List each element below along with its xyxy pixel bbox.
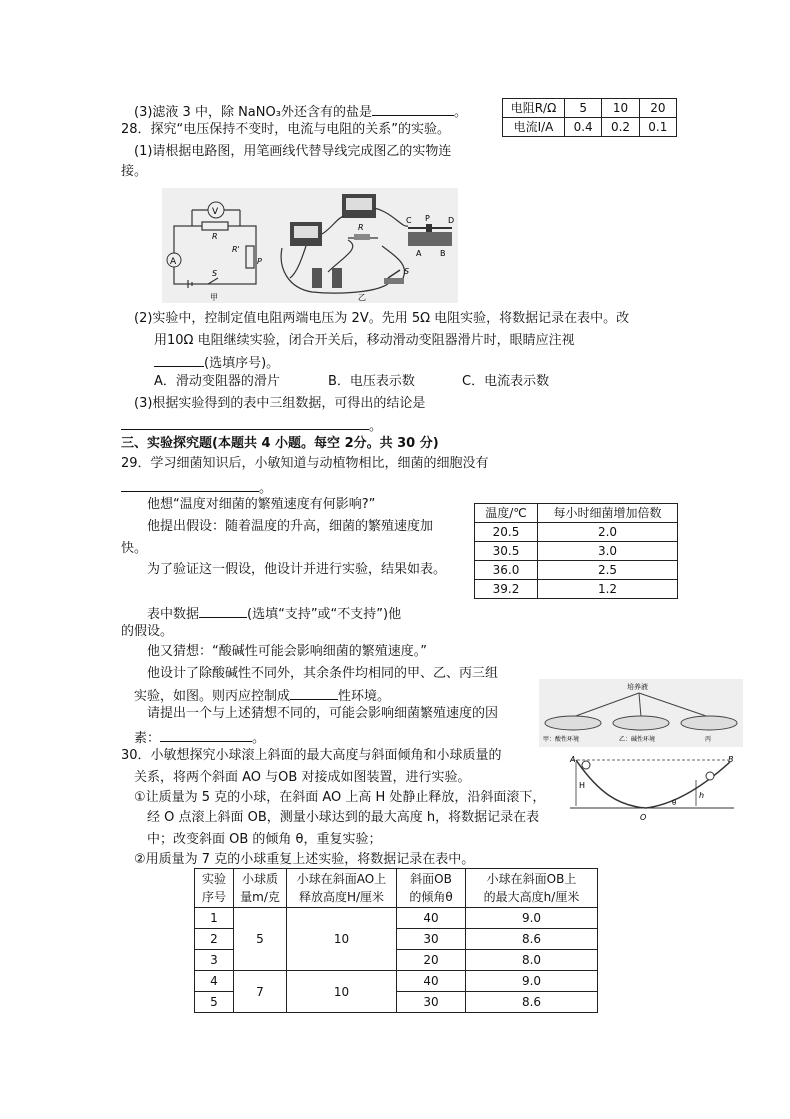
q28-option-c: C．电流表示数 [462, 374, 550, 389]
table-cell: 3 [195, 950, 234, 971]
table-cell: 0.2 [602, 118, 639, 137]
q29-line2 [121, 477, 272, 498]
q29-line10: 他设计了除酸碱性不同外，其余条件均相同的甲、乙、丙三组 [147, 666, 499, 681]
label-b: B [440, 249, 446, 258]
table-cell: 10 [602, 99, 639, 118]
table-cell: 电流I/A [503, 118, 565, 137]
temperature-table [474, 503, 678, 599]
slope-figure [568, 752, 736, 822]
q27-part3 [134, 101, 467, 122]
table-row [503, 118, 677, 137]
table-cell: 电阻R/Ω [503, 99, 565, 118]
rheostat-icon [408, 224, 452, 246]
q28-part3-answer [121, 415, 382, 436]
dish-b-icon [613, 716, 669, 730]
table-header [466, 869, 598, 908]
q30-line2: 关系，将两个斜面 AO 与OB 对接成如图装置，进行实验。 [134, 770, 471, 785]
q29-answer-blank-1[interactable] [121, 477, 259, 492]
table-cell: 40 [397, 908, 466, 929]
switch-icon [384, 270, 404, 284]
table-row [475, 504, 678, 523]
label-v: V [212, 207, 219, 217]
table-cell: 20.5 [475, 523, 538, 542]
table-cell: 5 [565, 99, 602, 118]
label-h-lower: h [699, 791, 705, 800]
battery-icon [312, 268, 342, 288]
q28-part2-line1: (2)实验中，控制定值电阻两端电压为 2V。先用 5Ω 电阻实验，将数据记录在表中。改 [134, 311, 630, 326]
table-header: 温度/℃ [475, 504, 538, 523]
q28-part3-end: 。 [369, 419, 383, 434]
section-3-heading: 三、实验探究题(本题共 4 小题。每空 2分。共 30 分) [121, 436, 439, 451]
table-cell: 39.2 [475, 580, 538, 599]
q29-support-blank[interactable] [199, 603, 247, 618]
q28-part3: (3)根据实验得到的表中三组数据，可得出的结论是 [134, 396, 426, 411]
header-line: 量m/克 [240, 890, 280, 904]
table-cell: 9.0 [466, 908, 598, 929]
q29-line13-b: 。 [252, 731, 266, 746]
q29-line7-a: 表中数据 [147, 607, 200, 622]
q29-line11-b: 性环境。 [338, 689, 391, 704]
table-cell: 8.6 [466, 992, 598, 1013]
ball-icon [706, 772, 714, 780]
label-p2: P [425, 214, 430, 223]
table-header [234, 869, 287, 908]
table-cell: 20 [639, 99, 676, 118]
table-row [475, 542, 678, 561]
label-r: R [212, 232, 218, 241]
table-cell: 0.4 [565, 118, 602, 137]
q28-part2-line3 [154, 352, 279, 373]
table-cell: 7 [234, 971, 287, 1013]
q28-part1-line2: 接。 [121, 164, 148, 179]
q28-part2-hint: (选填序号)。 [204, 356, 280, 371]
q30-line6: ②用质量为 7 克的小球重复上述实验，将数据记录在表中。 [134, 852, 475, 867]
header-line: 实验 [201, 872, 226, 886]
header-line: 小球在斜面AO上 [296, 872, 387, 886]
label-h-upper: H [579, 781, 586, 790]
meter-left-icon [290, 222, 322, 246]
meter-right-icon [342, 194, 376, 218]
table-header [287, 869, 397, 908]
table-cell: 1 [195, 908, 234, 929]
q30-line5: 中；改变斜面 OB 的倾角 θ，重复实验； [147, 832, 382, 847]
table-cell: 36.0 [475, 561, 538, 580]
q28-answer-blank[interactable] [154, 352, 204, 367]
table-row [475, 523, 678, 542]
label-dish-c: 丙 [705, 736, 712, 743]
circuit-diagram [162, 188, 458, 303]
q27-part3-text: (3)滤液 3 中，除 NaNO₃外还含有的盐是 [134, 105, 372, 120]
petri-dish-diagram [539, 679, 743, 747]
label-d: D [448, 216, 455, 225]
label-p: P [257, 257, 262, 266]
table-header-row [195, 869, 598, 908]
header-line: 小球在斜面OB上 [486, 872, 577, 886]
label-theta: θ [672, 799, 677, 807]
label-s2: S [404, 267, 410, 276]
q30-line4: 经 O 点滚上斜面 OB，测量小球达到的最大高度 h，将数据记录在表 [147, 810, 540, 825]
q28-conclusion-blank[interactable] [121, 415, 369, 430]
table-cell: 40 [397, 971, 466, 992]
petri-dish-figure [539, 679, 743, 747]
q29-factor-blank[interactable] [160, 727, 252, 742]
q28-stem: 28．探究“电压保持不变时，电流与电阻的关系”的实验。 [121, 122, 451, 137]
table-header [195, 869, 234, 908]
label-s: S [212, 269, 218, 278]
header-line: 的倾角θ [409, 890, 453, 904]
q29-line9: 他又猜想：“酸碱性可能会影响细菌的繁殖速度。” [147, 644, 427, 659]
table-cell: 2.0 [538, 523, 678, 542]
table-cell: 30 [397, 929, 466, 950]
table-cell: 20 [397, 950, 466, 971]
table-cell: 2.5 [538, 561, 678, 580]
dish-a-icon [545, 716, 601, 730]
q27-answer-blank[interactable] [372, 101, 454, 116]
label-c: C [406, 216, 412, 225]
table-row [195, 908, 598, 929]
table-row [195, 971, 598, 992]
table-cell: 3.0 [538, 542, 678, 561]
q29-line11-a: 实验，如图。则丙应控制成 [134, 689, 291, 704]
table-cell: 10 [287, 971, 397, 1013]
q28-option-a: A．滑动变阻器的滑片 [154, 374, 280, 389]
table-cell: 30.5 [475, 542, 538, 561]
table-row [475, 580, 678, 599]
label-a: A [570, 755, 576, 764]
q29-line7-b: (选填“支持”或“不支持”)他 [247, 607, 402, 622]
q27-end: 。 [453, 105, 467, 120]
header-line: 序号 [201, 890, 226, 904]
table-cell: 10 [287, 908, 397, 971]
circuit-figure [162, 188, 458, 303]
q30-line1: 30．小敏想探究小球滚上斜面的最大高度与斜面倾角和小球质量的 [121, 748, 502, 763]
label-culture: 培养液 [627, 683, 648, 691]
q29-line3: 他想“温度对细菌的繁殖速度有何影响?” [147, 497, 376, 512]
table-cell: 0.1 [639, 118, 676, 137]
label-aa: A [416, 249, 422, 258]
label-b: B [728, 755, 734, 764]
q29-line5: 快。 [121, 541, 148, 556]
label-jia: 甲 [210, 293, 218, 302]
table-cell: 8.6 [466, 929, 598, 950]
q29-line12: 请提出一个与上述猜想不同的，可能会影响细菌繁殖速度的因 [147, 706, 499, 721]
q29-line1: 29．学习细菌知识后，小敏知道与动植物相比，细菌的细胞没有 [121, 456, 489, 471]
resistance-current-table [502, 98, 677, 137]
table-cell: 1.2 [538, 580, 678, 599]
table-cell: 30 [397, 992, 466, 1013]
q29-line6: 为了验证这一假设，他设计并进行实验，结果如表。 [147, 562, 447, 577]
table-cell: 8.0 [466, 950, 598, 971]
q28-part2-line2: 用10Ω 电阻继续实验，闭合开关后，移动滑动变阻器滑片时，眼睛应注视 [154, 333, 575, 348]
label-yi: 乙 [358, 293, 366, 302]
label-rprime: R' [232, 245, 240, 254]
label-dish-b: 乙：碱性环境 [619, 736, 656, 743]
table-header [397, 869, 466, 908]
table-cell: 5 [234, 908, 287, 971]
q29-line7 [147, 603, 401, 624]
label-o: O [640, 813, 647, 822]
header-line: 小球质 [241, 872, 278, 886]
table-cell: 9.0 [466, 971, 598, 992]
ball-icon [582, 761, 590, 769]
dish-c-icon [681, 716, 737, 730]
header-line: 释放高度H/厘米 [298, 890, 385, 904]
q29-line2-end: 。 [259, 481, 273, 496]
experiment-table [194, 868, 598, 1013]
table-cell: 4 [195, 971, 234, 992]
q29-environment-blank[interactable] [290, 685, 338, 700]
q29-line11 [134, 685, 390, 706]
label-r2: R [358, 223, 364, 232]
header-line: 的最大高度h/厘米 [483, 890, 580, 904]
q29-line13 [134, 727, 265, 748]
table-cell: 5 [195, 992, 234, 1013]
q28-option-b: B．电压表示数 [328, 374, 415, 389]
label-dish-a: 甲：酸性环境 [543, 736, 580, 743]
label-a: A [170, 257, 177, 267]
q29-line4: 他提出假设：随着温度的升高，细菌的繁殖速度加 [147, 519, 434, 534]
table-row [475, 561, 678, 580]
table-header: 每小时细菌增加倍数 [538, 504, 678, 523]
header-line: 斜面OB [410, 872, 452, 886]
q28-part1-line1: (1)请根据电路图，用笔画线代替导线完成图乙的实物连 [134, 144, 452, 159]
table-cell: 2 [195, 929, 234, 950]
slope-diagram [568, 752, 736, 822]
table-row [503, 99, 677, 118]
resistor-icon [354, 234, 370, 240]
q29-line13-a: 素： [134, 731, 161, 746]
q30-line3: ①让质量为 5 克的小球，在斜面 AO 上高 H 处静止释放，沿斜面滚下， [134, 790, 546, 805]
q29-line8: 的假设。 [121, 624, 174, 639]
